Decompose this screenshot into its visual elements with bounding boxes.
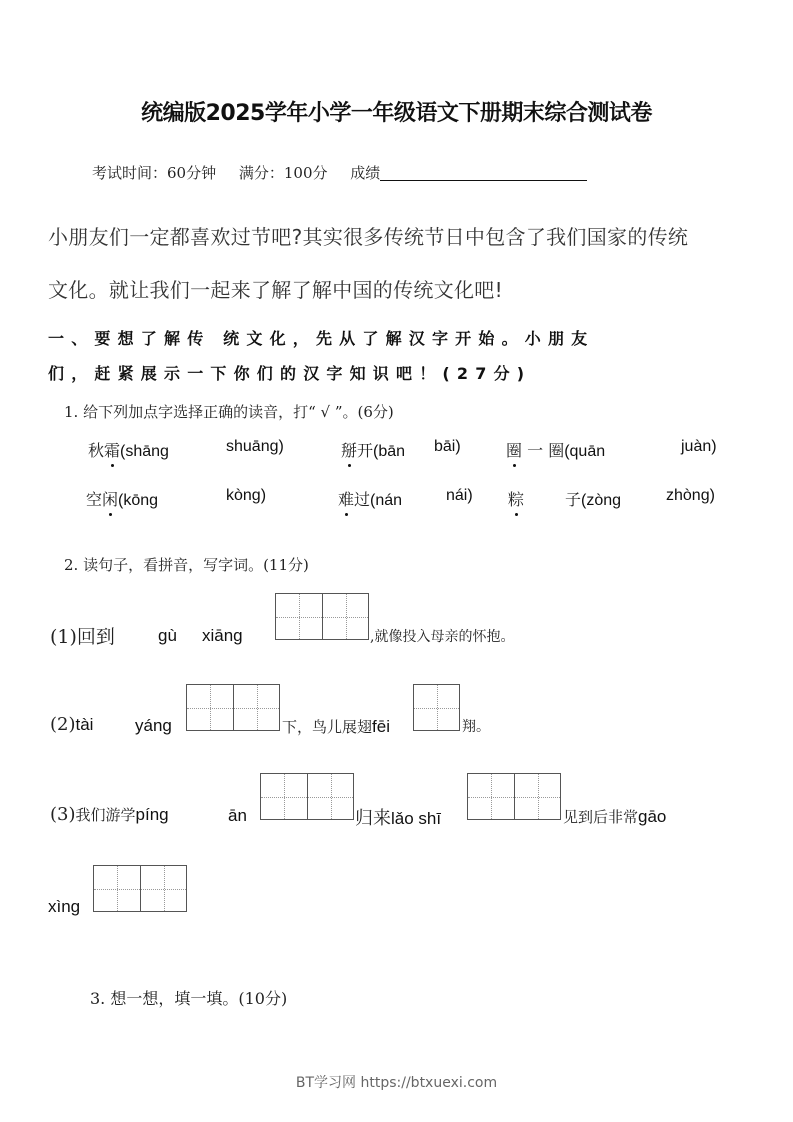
dotted-char: 闲 (102, 487, 118, 510)
score-label: 成绩 (350, 164, 381, 182)
section1-heading-line-1: 一、要想了解传 统文化，先从了解汉字开始。小朋友 (48, 329, 595, 348)
dotted-char: 圈 (506, 438, 522, 461)
exam-meta (92, 162, 605, 183)
q1-item-4: 空闲(kōng (86, 487, 158, 510)
pinyin: xìng (48, 897, 81, 916)
section1-heading-line-2: 们，赶紧展示一下你们的汉字知识吧！(27分) (48, 364, 532, 383)
q1-item-5: 难过(nán (338, 487, 402, 510)
pinyin: yáng (135, 716, 172, 735)
q1-item-1: 秋霜(shāng (88, 438, 169, 461)
page-title: 统编版2025学年小学一年级语文下册期末综合测试卷 (141, 101, 652, 126)
q2-sentence-1: (1)回到 (50, 626, 115, 648)
option[interactable]: juàn) (681, 438, 717, 455)
dotted-char: 难 (338, 487, 354, 510)
option[interactable]: (shāng (120, 443, 169, 460)
option[interactable]: (zòng (581, 492, 622, 509)
option[interactable]: (quān (564, 443, 606, 460)
sentence-text: 下，鸟儿展翅 (282, 718, 373, 736)
option[interactable]: zhòng) (666, 487, 715, 504)
dotted-char: 掰 (341, 438, 357, 461)
pinyin: gù (158, 626, 177, 645)
writing-grid[interactable] (93, 865, 187, 912)
full-score: 满分：100分 (238, 164, 328, 182)
writing-grid[interactable] (467, 773, 561, 820)
pinyin: píng (135, 805, 169, 824)
option[interactable]: nái) (446, 487, 473, 504)
sentence-text: 见到后非常 (563, 808, 639, 826)
option[interactable]: (bān (373, 443, 406, 460)
option[interactable]: kòng) (226, 487, 267, 504)
pinyin: gāo (638, 807, 667, 826)
q1-item-2: 掰开(bān (341, 438, 405, 461)
writing-grid[interactable] (260, 773, 354, 820)
dotted-char: 霜 (104, 438, 120, 461)
score-blank[interactable] (380, 164, 587, 181)
q2-sentence-3: (3)我们游学píng (50, 804, 169, 825)
option[interactable]: bāi) (434, 438, 461, 455)
exam-time: 考试时间：60分钟 (92, 164, 217, 182)
intro-line-1: 小朋友们一定都喜欢过节吧?其实很多传统节日中包含了我们国家的传统 (48, 225, 689, 249)
option[interactable]: (nán (370, 492, 403, 509)
sentence-text: 归来 (355, 808, 391, 829)
writing-grid[interactable] (186, 684, 280, 731)
pinyin: fēi (372, 717, 390, 736)
q1-prompt: 1. 给下列加点字选择正确的读音，打“ √ ”。(6分) (64, 403, 394, 421)
writing-grid[interactable] (275, 593, 369, 640)
pinyin: lǎo shī (391, 809, 442, 828)
sentence-text: 翔。 (462, 719, 490, 735)
option[interactable]: (kōng (118, 492, 159, 509)
option[interactable]: shuāng) (226, 438, 284, 455)
pinyin: tài (75, 715, 94, 734)
dotted-char: 粽 (508, 487, 524, 510)
q3-prompt: 3. 想一想，填一填。(10分) (90, 989, 288, 1008)
footer-watermark: BT学习网 https://btxuexi.com (295, 1075, 498, 1091)
sentence-text: ,就像投入母亲的怀抱。 (370, 629, 515, 645)
pinyin: xiāng (202, 626, 243, 645)
q2-sentence-2: (2)tài (50, 714, 94, 735)
q2-prompt: 2. 读句子，看拼音，写字词。(11分) (64, 556, 309, 574)
q1-item-3: 圈 一 圈(quān (506, 438, 605, 461)
q1-item-6: 子(zòng (565, 490, 622, 509)
intro-line-2: 文化。就让我们一起来了解了解中国的传统文化吧! (48, 278, 503, 302)
writing-grid[interactable] (413, 684, 460, 731)
pinyin: ān (228, 806, 247, 825)
